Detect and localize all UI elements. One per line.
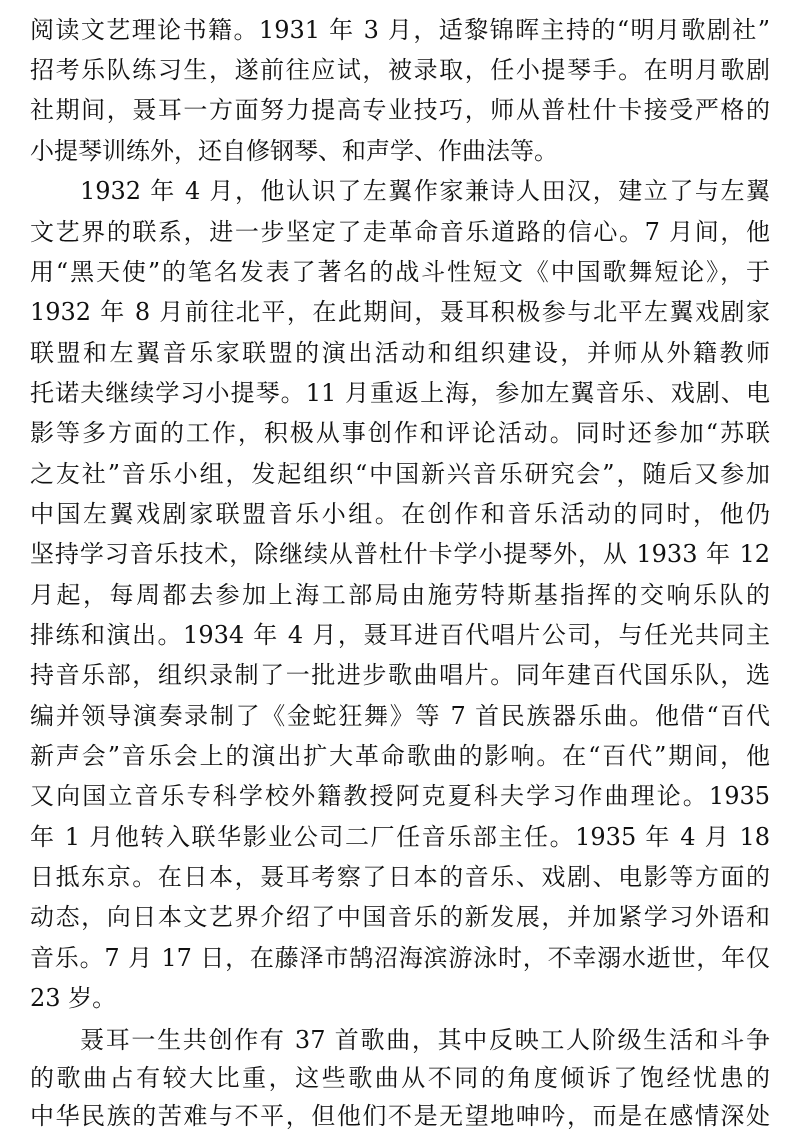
text-line: 中华民族的苦难与不平，但他们不是无望地呻吟，而是在感情深处 — [30, 1102, 770, 1130]
text-line: 招考乐队练习生，遂前往应试，被录取，任小提琴手。在明月歌剧 — [30, 56, 770, 84]
text-line: 小提琴训练外，还自修钢琴、和声学、作曲法等。 — [30, 137, 558, 165]
text-line: 年 1 月他转入联华影业公司二厂任音乐部主任。1935 年 4 月 18 — [30, 823, 770, 851]
text-line: 动态，向日本文艺界介绍了中国音乐的新发展，并加紧学习外语和 — [30, 903, 770, 931]
text-line: 聂耳一生共创作有 37 首歌曲，其中反映工人阶级生活和斗争 — [80, 1026, 770, 1054]
text-line: 联盟和左翼音乐家联盟的演出活动和组织建设，并师从外籍教师 — [30, 339, 770, 367]
text-line: 社期间，聂耳一方面努力提高专业技巧，师从普杜什卡接受严格的 — [30, 96, 770, 124]
text-line: 的歌曲占有较大比重，这些歌曲从不同的角度倾诉了饱经忧患的 — [30, 1064, 770, 1092]
text-line: 音乐。7 月 17 日，在藤泽市鹄沼海滨游泳时，不幸溺水逝世，年仅 — [30, 944, 770, 972]
text-line: 日抵东京。在日本，聂耳考察了日本的音乐、戏剧、电影等方面的 — [30, 863, 770, 891]
text-line: 23 岁。 — [30, 984, 117, 1012]
text-line: 影等多方面的工作，积极从事创作和评论活动。同时还参加“苏联 — [30, 419, 770, 447]
text-line: 新声会”音乐会上的演出扩大革命歌曲的影响。在“百代”期间，他 — [30, 742, 770, 770]
text-line: 托诺夫继续学习小提琴。11 月重返上海，参加左翼音乐、戏剧、电 — [30, 379, 770, 407]
text-line: 1932 年 8 月前往北平，在此期间，聂耳积极参与北平左翼戏剧家 — [30, 298, 770, 326]
text-line: 又向国立音乐专科学校外籍教授阿克夏科夫学习作曲理论。1935 — [30, 782, 770, 810]
text-line: 坚持学习音乐技术，除继续从普杜什卡学小提琴外，从 1933 年 12 — [30, 540, 770, 568]
text-line: 中国左翼戏剧家联盟音乐小组。在创作和音乐活动的同时，他仍 — [30, 500, 770, 528]
text-line: 之友社”音乐小组，发起组织“中国新兴音乐研究会”，随后又参加 — [30, 460, 770, 488]
text-line: 用“黑天使”的笔名发表了著名的战斗性短文《中国歌舞短论》，于 — [30, 258, 770, 286]
text-line: 持音乐部，组织录制了一批进步歌曲唱片。同年建百代国乐队，选 — [30, 661, 770, 689]
text-line: 排练和演出。1934 年 4 月，聂耳进百代唱片公司，与任光共同主 — [30, 621, 770, 649]
text-line: 阅读文艺理论书籍。1931 年 3 月，适黎锦晖主持的“明月歌剧社” — [30, 16, 770, 44]
text-line: 月起，每周都去参加上海工部局由施劳特斯基指挥的交响乐队的 — [30, 581, 770, 609]
text-line: 编并领导演奏录制了《金蛇狂舞》等 7 首民族器乐曲。他借“百代 — [30, 702, 770, 730]
text-line: 文艺界的联系，进一步坚定了走革命音乐道路的信心。7 月间，他 — [30, 218, 770, 246]
text-line: 1932 年 4 月，他认识了左翼作家兼诗人田汉，建立了与左翼 — [80, 177, 770, 205]
